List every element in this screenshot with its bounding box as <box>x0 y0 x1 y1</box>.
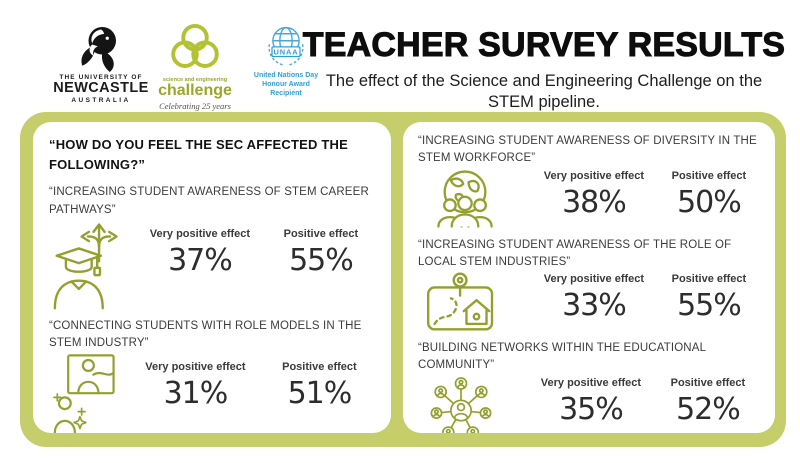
stat-label: Very positive effect <box>145 361 246 374</box>
title-block <box>295 26 793 113</box>
stats-row <box>504 170 760 219</box>
survey-item-local-industries <box>418 237 760 334</box>
stat-label: Positive effect <box>671 273 747 285</box>
stat-value: 33% <box>562 288 626 323</box>
stat-value: 51% <box>287 376 352 412</box>
unaa-line1: United Nations Day <box>253 72 319 79</box>
right-panel <box>403 122 775 433</box>
page-subtitle: The effect of the Science and Engineering Challenge on the STEM pipeline. <box>325 72 763 112</box>
unaa-line2: Honour Award <box>262 81 310 89</box>
uon-line1: THE UNIVERSITY OF <box>59 74 143 81</box>
stat-value: 55% <box>677 288 741 323</box>
stat-positive <box>284 228 359 277</box>
stat-value: 52% <box>676 391 740 427</box>
sec-name: challenge <box>158 82 232 99</box>
results-board <box>20 112 786 447</box>
stat-value: 50% <box>677 184 741 220</box>
stat-value: 31% <box>163 376 228 412</box>
sec-line1: science and engineering <box>162 77 228 83</box>
survey-item-career-pathways <box>49 184 375 311</box>
stat-positive <box>671 377 746 426</box>
stat-positive <box>672 170 747 219</box>
stat-label: Positive effect <box>283 227 359 240</box>
stats-row <box>500 377 760 426</box>
sec-line3: Celebrating 25 years <box>159 101 231 111</box>
stat-value: 38% <box>562 184 626 220</box>
stat-very-positive <box>544 273 644 322</box>
left-panel <box>33 122 391 433</box>
item-question: “INCREASING STUDENT AWARENESS OF THE ROLE OF LOCAL STEM INDUSTRIES” <box>418 238 732 268</box>
survey-item-networks <box>418 340 760 433</box>
stat-label: Positive effect <box>671 169 747 182</box>
stats-row <box>133 228 375 277</box>
stat-label: Positive effect <box>282 361 357 374</box>
page-title: TEACHER SURVEY RESULTS <box>302 26 786 64</box>
stat-very-positive <box>544 170 644 219</box>
item-question: “INCREASING STUDENT AWARENESS OF STEM CAREER PATHWAYS” <box>49 186 369 216</box>
stat-value: 55% <box>289 242 353 278</box>
survey-question-heading: “HOW DO YOU FEEL THE SEC AFFECTED THE FOLLOWING?” <box>49 137 348 173</box>
stat-label: Very positive effect <box>543 169 645 182</box>
newcastle-seahorse-icon <box>71 22 131 72</box>
item-question: “INCREASING STUDENT AWARENESS OF DIVERSITY IN THE STEM WORKFORCE” <box>418 135 757 165</box>
role-models-icon <box>49 352 121 433</box>
local-industries-icon <box>418 271 498 333</box>
stats-row <box>127 361 375 410</box>
survey-item-role-models <box>49 318 375 433</box>
uon-name: NEWCASTLE <box>53 80 149 96</box>
stat-very-positive <box>150 228 250 277</box>
university-of-newcastle-logo <box>53 22 149 104</box>
uon-line3: AUSTRALIA <box>71 96 131 104</box>
career-pathways-icon <box>49 219 127 311</box>
unaa-acronym: UNAA <box>273 47 299 57</box>
stat-label: Positive effect <box>670 376 746 389</box>
science-engineering-challenge-logo <box>155 22 235 111</box>
unaa-line3: Recipient <box>270 90 302 98</box>
stat-very-positive <box>145 361 245 410</box>
stats-row <box>504 273 760 322</box>
stat-value: 37% <box>168 242 232 278</box>
stat-positive <box>282 361 357 410</box>
challenge-rings-icon <box>165 22 225 76</box>
item-question: “BUILDING NETWORKS WITHIN THE EDUCATIONAL COMMUNITY” <box>418 342 706 372</box>
stat-label: Very positive effect <box>543 273 645 285</box>
stat-value: 35% <box>559 391 623 427</box>
stat-very-positive <box>541 377 641 426</box>
education-network-icon <box>418 375 494 434</box>
stat-label: Very positive effect <box>540 376 642 389</box>
logo-row <box>53 22 328 111</box>
stat-positive <box>672 273 747 322</box>
diversity-icon <box>418 168 498 230</box>
stat-label: Very positive effect <box>149 227 251 240</box>
survey-item-diversity <box>418 133 760 230</box>
item-question: “CONNECTING STUDENTS WITH ROLE MODELS IN THE STEM INDUSTRY” <box>49 319 362 350</box>
